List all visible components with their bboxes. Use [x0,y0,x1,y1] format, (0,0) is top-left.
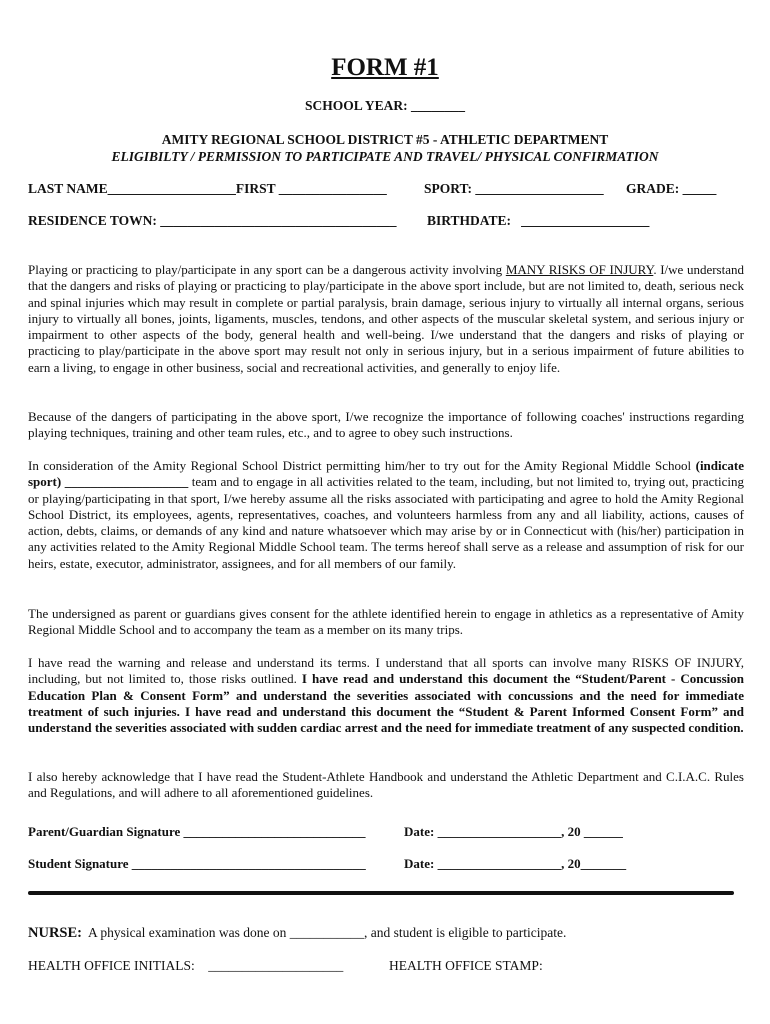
parent-signature-line[interactable]: Parent/Guardian Signature ____________________________ [28,824,366,839]
school-year-field: SCHOOL YEAR: ________ [304,98,466,113]
section-divider [28,891,734,895]
residence-field: RESIDENCE TOWN: ___________________________________ [28,213,397,228]
sport-field: SPORT: ___________________ [424,181,604,196]
handbook-paragraph: I also hereby acknowledge that I have read the Student-Athlete Handbook and understand the Athletic Department and C.I.A.C. Rules and Regulations, and will adhere to all aforementioned guidelines. [28,769,744,801]
form-subtitle: ELIGIBILTY / PERMISSION TO PARTICIPATE AND TRAVEL/ PHYSICAL CONFIRMATION [111,149,659,164]
parent-date-line[interactable]: Date: ___________________, 20 ______ [404,824,623,839]
student-date-line[interactable]: Date: ___________________, 20_______ [404,856,627,871]
consent-paragraph: The undersigned as parent or guardians gives consent for the athlete identified herein to engage in athletics as a representative of Amity Regional Middle School and to accompany the team as a member on its many trips. [28,606,744,638]
risk-paragraph: Playing or practicing to play/participate in any sport can be a dangerous activity involving MANY RISKS OF INJURY. I/we understand that the dangers and risks of playing or practicing to play/participate in the above sport include, but are not limited to, death, serious neck and spinal injuries which may result in complete or partial paralysis, brain damage, serious injury to virtually all internal organs, serious injury to virtually all bones, joints, ligaments, muscles, tendons, and other aspects of the muscular skeletal system, and serious injury or impairment to other aspects of the body, general health and well-being. I/we understand that the dangers and risks of playing or practicing to play/participate in the above sport may result not only in serious injury, but in a serious impairment of future abilities to earn a living, to engage in other business, social and recreational activities, and generally to enjoy life. [28,262,745,375]
birthdate-field: BIRTHDATE: ___________________ [427,213,650,228]
name-fields: LAST NAME___________________FIRST ________________ [28,181,387,196]
nurse-label: NURSE: [28,925,82,941]
instructions-paragraph: Because of the dangers of participating in the above sport, I/we recognize the importance of following coaches' instructions regarding playing techniques, training and other team rules, etc., and to agree to obey such instructions. [28,409,744,441]
form-title: FORM #1 [331,54,439,81]
health-office-initials: HEALTH OFFICE INITIALS: ____________________ [28,958,344,973]
acknowledgement-paragraph: I have read the warning and release and understand its terms. I understand that all sports can involve many RISKS OF INJURY, including, but not limited to, those risks outlined. I have read and understand this document the “Student/Parent - Concussion Education Plan & Consent Form” and understand the severities associated with concussions and the need for immediate treatment of such injuries. I have read and understand this document the “Student & Parent Informed Consent Form” and understand the severities associated with sudden cardiac arrest and the need for immediate treatment of any suspected condition. [28,655,744,736]
release-paragraph: In consideration of the Amity Regional School District permitting him/her to try out for the Amity Regional Middle School (indicate sport) ___________________ team and to engage in all activities related to the team, including, but not limited to, trying out, practicing or playing/participating in that sport, I/we hereby assume all the risks associated with participating and agree to hold the Amity Regional School District, its employees, agents, representatives, coaches, and volunteers harmless from any and all liability, actions, causes of action, debts, claims, or demands of any kind and nature whatsoever which may arise by or in Connecticut with (his/her) participation in any activities related to the Amity Regional Middle School team. The terms hereof shall serve as a release and assumption of risk for our heirs, estate, executor, administrator, assignees, and for all members of our family. [28,458,744,571]
concussion-cardiac-statement: I have read and understand this document the “Student/Parent - Concussion Education Plan & Consent Form” and understand the severities associated with concussions and the need for immediate treatment of such injuries. I have read and understand this document the “Student & Parent Informed Consent Form” and understand the severities associated with sudden cardiac arrest and the need for immediate treatment of any suspected condition. [28,671,744,736]
indicate-sport-field: (indicate sport) ___________________ [28,458,744,490]
student-signature-line[interactable]: Student Signature ____________________________________ [28,856,366,871]
health-office-stamp: HEALTH OFFICE STAMP: [389,958,543,973]
risk-emphasis: MANY RISKS OF INJURY [505,262,654,277]
grade-field: GRADE: _____ [626,181,717,196]
nurse-line: NURSE: A physical examination was done on ___________, and student is eligible to participate. [28,925,567,941]
district-heading: AMITY REGIONAL SCHOOL DISTRICT #5 - ATHLETIC DEPARTMENT [161,132,609,147]
